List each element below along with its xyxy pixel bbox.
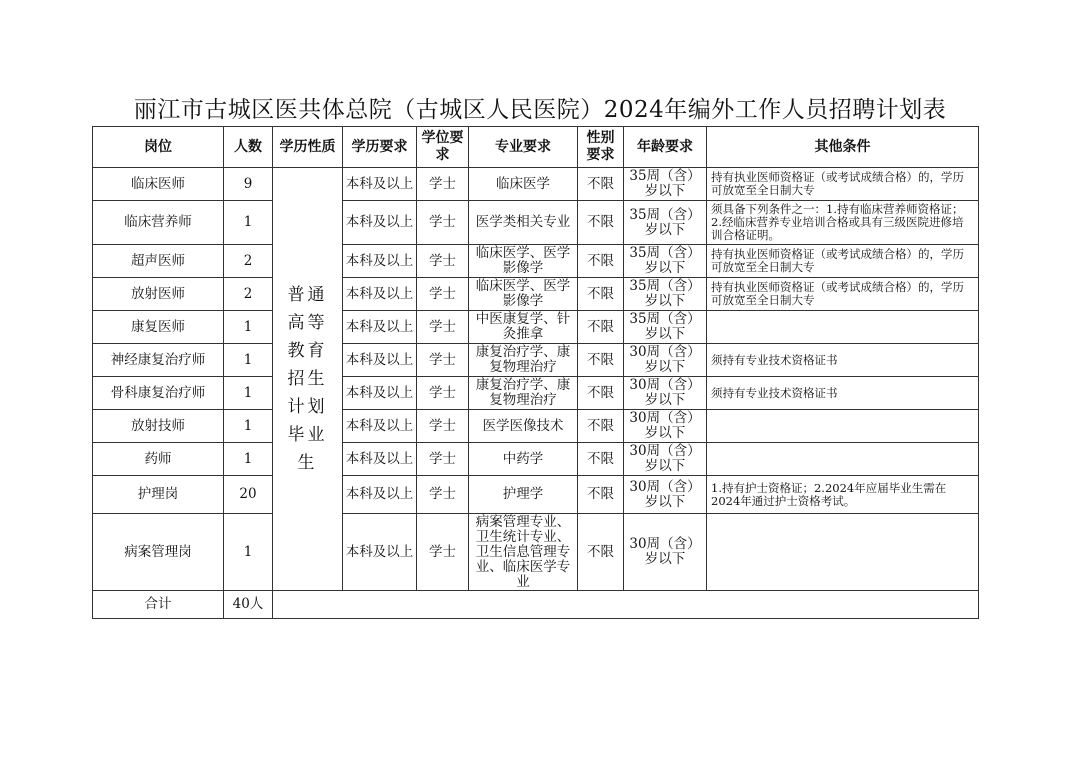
degree-cell: 学士 [417,344,469,377]
count-cell: 1 [224,377,273,410]
total-row [93,591,979,619]
header-cell: 学位要求 [417,127,469,168]
table-row [93,344,979,377]
post-cell: 康复医师 [93,311,224,344]
degree-cell: 学士 [417,476,469,514]
count-cell: 20 [224,476,273,514]
post-cell: 放射技师 [93,410,224,443]
header-cell: 年龄要求 [624,127,707,168]
table-row [93,514,979,591]
degree-cell: 学士 [417,278,469,311]
count-cell: 1 [224,201,273,245]
other-cell [707,514,979,591]
degree-cell: 学士 [417,168,469,201]
major-cell: 病案管理专业、卫生统计专业、卫生信息管理专业、临床医学专业 [469,514,578,591]
edu-req-cell: 本科及以上 [343,278,417,311]
age-cell: 35周（含）岁以下 [624,168,707,201]
degree-cell: 学士 [417,245,469,278]
gender-cell: 不限 [578,245,624,278]
major-cell: 中药学 [469,443,578,476]
post-cell: 临床医师 [93,168,224,201]
header-cell: 性别要求 [578,127,624,168]
total-count: 40人 [224,591,273,619]
count-cell: 1 [224,410,273,443]
other-cell [707,311,979,344]
count-cell: 1 [224,344,273,377]
table-row [93,168,979,201]
table-row [93,443,979,476]
major-cell: 中医康复学、针灸推拿 [469,311,578,344]
table-row [93,377,979,410]
gender-cell: 不限 [578,377,624,410]
age-cell: 35周（含）岁以下 [624,278,707,311]
post-cell: 骨科康复治疗师 [93,377,224,410]
major-cell: 医学医像技术 [469,410,578,443]
degree-cell: 学士 [417,410,469,443]
gender-cell: 不限 [578,514,624,591]
degree-cell: 学士 [417,514,469,591]
other-cell: 须持有专业技术资格证书 [707,344,979,377]
post-cell: 超声医师 [93,245,224,278]
post-cell: 病案管理岗 [93,514,224,591]
total-label: 合计 [93,591,224,619]
major-cell: 医学类相关专业 [469,201,578,245]
header-cell: 专业要求 [469,127,578,168]
post-cell: 神经康复治疗师 [93,344,224,377]
other-cell: 1.持有护士资格证；2.2024年应届毕业生需在2024年通过护士资格考试。 [707,476,979,514]
edu-req-cell: 本科及以上 [343,514,417,591]
header-row [93,127,979,168]
degree-cell: 学士 [417,311,469,344]
age-cell: 30周（含）岁以下 [624,514,707,591]
gender-cell: 不限 [578,344,624,377]
post-cell: 放射医师 [93,278,224,311]
edu-req-cell: 本科及以上 [343,377,417,410]
gender-cell: 不限 [578,278,624,311]
other-cell: 持有执业医师资格证（或考试成绩合格）的，学历可放宽至全日制大专 [707,278,979,311]
table-row [93,410,979,443]
other-cell: 须持有专业技术资格证书 [707,377,979,410]
gender-cell: 不限 [578,476,624,514]
post-cell: 临床营养师 [93,201,224,245]
post-cell: 药师 [93,443,224,476]
other-cell: 须具备下列条件之一：1.持有临床营养师资格证；2.经临床营养专业培训合格或具有三级医院进修培训合格证明。 [707,201,979,245]
table-row [93,311,979,344]
other-cell [707,443,979,476]
edu-req-cell: 本科及以上 [343,410,417,443]
degree-cell: 学士 [417,377,469,410]
count-cell: 2 [224,245,273,278]
age-cell: 35周（含）岁以下 [624,311,707,344]
gender-cell: 不限 [578,168,624,201]
edu-req-cell: 本科及以上 [343,311,417,344]
table-row [93,245,979,278]
count-cell: 9 [224,168,273,201]
edu-req-cell: 本科及以上 [343,344,417,377]
count-cell: 1 [224,311,273,344]
count-cell: 1 [224,514,273,591]
major-cell: 护理学 [469,476,578,514]
header-cell: 学历要求 [343,127,417,168]
gender-cell: 不限 [578,201,624,245]
edu-req-cell: 本科及以上 [343,443,417,476]
header-cell: 其他条件 [707,127,979,168]
major-cell: 临床医学 [469,168,578,201]
gender-cell: 不限 [578,443,624,476]
other-cell [707,410,979,443]
major-cell: 临床医学、医学影像学 [469,245,578,278]
edu-req-cell: 本科及以上 [343,476,417,514]
table-row [93,278,979,311]
gender-cell: 不限 [578,410,624,443]
header-cell: 岗位 [93,127,224,168]
edu-req-cell: 本科及以上 [343,245,417,278]
degree-cell: 学士 [417,443,469,476]
age-cell: 30周（含）岁以下 [624,344,707,377]
recruitment-plan-table [92,126,979,619]
edu-req-cell: 本科及以上 [343,168,417,201]
major-cell: 临床医学、医学影像学 [469,278,578,311]
edu-req-cell: 本科及以上 [343,201,417,245]
count-cell: 1 [224,443,273,476]
other-cell: 持有执业医师资格证（或考试成绩合格）的，学历可放宽至全日制大专 [707,245,979,278]
age-cell: 30周（含）岁以下 [624,377,707,410]
other-cell: 持有执业医师资格证（或考试成绩合格）的，学历可放宽至全日制大专 [707,168,979,201]
table-row [93,476,979,514]
degree-cell: 学士 [417,201,469,245]
total-empty-cell [273,591,979,619]
count-cell: 2 [224,278,273,311]
header-cell: 人数 [224,127,273,168]
age-cell: 30周（含）岁以下 [624,476,707,514]
table-row [93,201,979,245]
age-cell: 35周（含）岁以下 [624,201,707,245]
age-cell: 30周（含）岁以下 [624,410,707,443]
page-title: 丽江市古城区医共体总院（古城区人民医院）2024年编外工作人员招聘计划表 [133,97,947,123]
major-cell: 康复治疗学、康复物理治疗 [469,377,578,410]
header-cell: 学历性质 [273,127,343,168]
age-cell: 35周（含）岁以下 [624,245,707,278]
gender-cell: 不限 [578,311,624,344]
post-cell: 护理岗 [93,476,224,514]
edu-type-cell: 普通高等教育招生计划毕业生 [273,168,343,591]
major-cell: 康复治疗学、康复物理治疗 [469,344,578,377]
age-cell: 30周（含）岁以下 [624,443,707,476]
